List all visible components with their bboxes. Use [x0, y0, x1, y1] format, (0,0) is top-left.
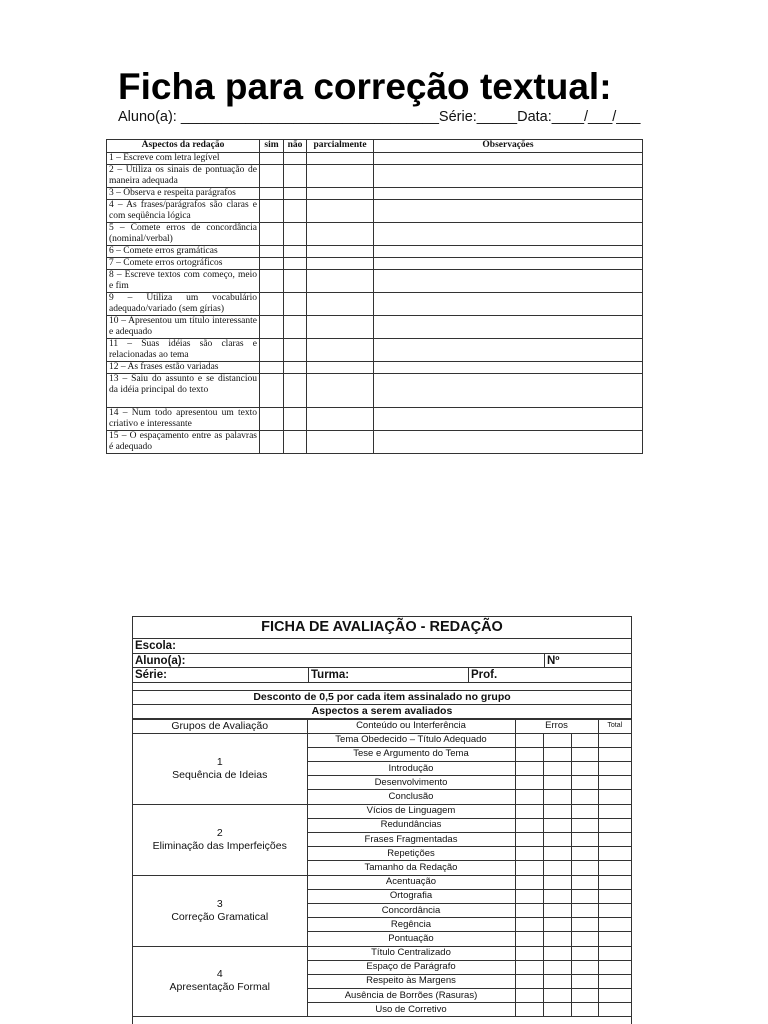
checklist-row: [107, 246, 643, 258]
no-cell[interactable]: [284, 153, 307, 165]
teacher-label: Prof.: [471, 669, 498, 681]
total-cell[interactable]: [598, 833, 631, 847]
error-cell[interactable]: [515, 946, 543, 960]
discount-note: Desconto de 0,5 por cada item assinalado no grupo: [133, 691, 631, 705]
yes-cell[interactable]: [260, 200, 284, 223]
aspect-text: 11 – Suas idéias são claras e relacionadas ao tema: [107, 339, 260, 362]
total-cell[interactable]: [598, 776, 631, 790]
yes-cell[interactable]: [260, 188, 284, 200]
observations-cell[interactable]: [374, 188, 643, 200]
aspect-text: 14 – Num todo apresentou um texto criativo e interessante: [107, 408, 260, 431]
checklist-row: [107, 223, 643, 246]
total-cell[interactable]: [598, 989, 631, 1003]
total-cell[interactable]: [598, 861, 631, 875]
partially-cell[interactable]: [307, 270, 374, 293]
total-cell[interactable]: [598, 818, 631, 832]
total-cell[interactable]: [598, 889, 631, 903]
error-cell[interactable]: [543, 946, 571, 960]
yes-cell[interactable]: [260, 270, 284, 293]
group-cell: [133, 804, 307, 875]
error-cell[interactable]: [543, 903, 571, 917]
aspect-text: 3 – Observa e respeita parágrafos: [107, 188, 260, 200]
class-label: Turma:: [309, 668, 469, 682]
school-label: Escola:: [135, 640, 176, 652]
group-name: Eliminação das Imperfeições: [152, 839, 287, 852]
error-cell[interactable]: [571, 847, 598, 861]
criterion-label: Repetições: [307, 847, 515, 861]
aspect-text: 15 – O espaçamento entre as palavras é adequado: [107, 431, 260, 454]
observations-cell[interactable]: [374, 431, 643, 454]
aspects-heading: Aspectos a serem avaliados: [133, 705, 631, 719]
aspect-text: 13 – Saiu do assunto e se distanciou da idéia principal do texto: [107, 374, 260, 408]
group-cell: [133, 875, 307, 946]
evaluation-body: [133, 733, 631, 1017]
error-cell[interactable]: [543, 762, 571, 776]
error-cell[interactable]: [515, 818, 543, 832]
no-cell[interactable]: [284, 188, 307, 200]
group-cell: [133, 733, 307, 804]
criterion-label: Tamanho da Redação: [307, 861, 515, 875]
error-cell[interactable]: [543, 989, 571, 1003]
checklist-row: [107, 293, 643, 316]
error-cell[interactable]: [571, 960, 598, 974]
group-name: Apresentação Formal: [169, 981, 270, 994]
criterion-label: Vícios de Linguagem: [307, 804, 515, 818]
checklist-row: [107, 408, 643, 431]
evaluation-header-row: [133, 719, 631, 733]
total-cell[interactable]: [598, 960, 631, 974]
total-cell[interactable]: [598, 1003, 631, 1017]
student-info-line: Aluno(a): ________________________________Série:_____Data:____/___/___: [118, 109, 641, 125]
correction-checklist-table: [106, 139, 643, 454]
form1-title: Ficha para correção textual:: [118, 66, 612, 107]
partially-cell[interactable]: [307, 153, 374, 165]
error-cell[interactable]: [515, 918, 543, 932]
no-cell[interactable]: [284, 408, 307, 431]
yes-cell[interactable]: [260, 153, 284, 165]
yes-cell[interactable]: [260, 223, 284, 246]
error-cell[interactable]: [571, 918, 598, 932]
evaluation-form: [132, 616, 632, 1024]
yes-cell[interactable]: [260, 362, 284, 374]
header-observations: Observações: [374, 140, 643, 153]
error-cell[interactable]: [543, 932, 571, 946]
error-cell[interactable]: [515, 932, 543, 946]
observations-cell[interactable]: [374, 374, 643, 408]
checklist-row: [107, 270, 643, 293]
error-cell[interactable]: [543, 918, 571, 932]
checklist-row: [107, 339, 643, 362]
school-row: [133, 639, 631, 654]
observations-cell[interactable]: [374, 246, 643, 258]
no-cell[interactable]: [284, 258, 307, 270]
criterion-label: Uso de Corretivo: [307, 1003, 515, 1017]
error-cell[interactable]: [571, 932, 598, 946]
student-label: Aluno(a):: [133, 654, 545, 668]
error-cell[interactable]: [571, 875, 598, 889]
error-cell[interactable]: [515, 847, 543, 861]
spacer-row: [133, 683, 631, 691]
yes-cell[interactable]: [260, 258, 284, 270]
error-cell[interactable]: [543, 861, 571, 875]
criterion-label: Título Centralizado: [307, 946, 515, 960]
evaluation-item-row: [133, 946, 631, 960]
no-cell[interactable]: [284, 293, 307, 316]
error-cell[interactable]: [515, 776, 543, 790]
header-total: Total: [598, 719, 631, 733]
criterion-label: Pontuação: [307, 932, 515, 946]
checklist-row: [107, 258, 643, 270]
aspect-text: 12 – As frases estão variadas: [107, 362, 260, 374]
error-cell[interactable]: [543, 847, 571, 861]
aspect-text: 1 – Escreve com letra legível: [107, 153, 260, 165]
error-cell[interactable]: [543, 875, 571, 889]
error-cell[interactable]: [515, 762, 543, 776]
yes-cell[interactable]: [260, 374, 284, 408]
error-cell[interactable]: [571, 946, 598, 960]
error-cell[interactable]: [543, 747, 571, 761]
observations-cell[interactable]: [374, 200, 643, 223]
partially-cell[interactable]: [307, 246, 374, 258]
total-cell[interactable]: [598, 903, 631, 917]
observations-cell[interactable]: [374, 408, 643, 431]
error-cell[interactable]: [515, 733, 543, 747]
group-number: 4: [216, 968, 223, 981]
error-cell[interactable]: [543, 974, 571, 988]
error-cell[interactable]: [571, 747, 598, 761]
partially-cell[interactable]: [307, 258, 374, 270]
partially-cell[interactable]: [307, 408, 374, 431]
no-cell[interactable]: [284, 246, 307, 258]
error-cell[interactable]: [515, 790, 543, 804]
checklist-row: [107, 153, 643, 165]
yes-cell[interactable]: [260, 408, 284, 431]
observations-cell[interactable]: [374, 258, 643, 270]
yes-cell[interactable]: [260, 246, 284, 258]
aspect-text: 8 – Escreve textos com começo, meio e fim: [107, 270, 260, 293]
total-cell[interactable]: [598, 804, 631, 818]
criterion-label: Tese e Argumento do Tema: [307, 747, 515, 761]
error-cell[interactable]: [543, 1003, 571, 1017]
criterion-label: Acentuação: [307, 875, 515, 889]
header-groups: Grupos de Avaliação: [133, 719, 307, 733]
observations-cell[interactable]: [374, 339, 643, 362]
partially-cell[interactable]: [307, 165, 374, 188]
number-label: Nº: [547, 654, 560, 667]
yes-cell[interactable]: [260, 339, 284, 362]
criterion-label: Redundâncias: [307, 818, 515, 832]
criterion-label: Conclusão: [307, 790, 515, 804]
group-number: 3: [216, 897, 223, 910]
no-cell[interactable]: [284, 362, 307, 374]
group-number: 2: [216, 826, 223, 839]
criterion-label: Introdução: [307, 762, 515, 776]
error-cell[interactable]: [515, 804, 543, 818]
total-cell[interactable]: [598, 875, 631, 889]
yes-cell[interactable]: [260, 316, 284, 339]
criterion-label: Desenvolvimento: [307, 776, 515, 790]
group-name: Correção Gramatical: [171, 910, 269, 923]
header-no: não: [284, 140, 307, 153]
aspect-text: 6 – Comete erros gramáticas: [107, 246, 260, 258]
checklist-row: [107, 431, 643, 454]
header-errors: Erros: [515, 719, 598, 733]
no-cell[interactable]: [284, 165, 307, 188]
total-cell[interactable]: [598, 847, 631, 861]
error-cell[interactable]: [543, 889, 571, 903]
partially-cell[interactable]: [307, 339, 374, 362]
yes-cell[interactable]: [260, 165, 284, 188]
criterion-label: Respeito às Margens: [307, 974, 515, 988]
evaluation-item-row: [133, 875, 631, 889]
checklist-row: [107, 188, 643, 200]
error-cell[interactable]: [515, 903, 543, 917]
observations-cell[interactable]: [374, 270, 643, 293]
partially-cell[interactable]: [307, 200, 374, 223]
error-cell[interactable]: [571, 776, 598, 790]
error-cell[interactable]: [571, 762, 598, 776]
no-cell[interactable]: [284, 431, 307, 454]
error-cell[interactable]: [543, 818, 571, 832]
total-cell[interactable]: [598, 932, 631, 946]
aspect-text: 7 – Comete erros ortográficos: [107, 258, 260, 270]
aspect-text: 9 – Utiliza um vocabulário adequado/variado (sem gírias): [107, 293, 260, 316]
observations-cell[interactable]: [374, 153, 643, 165]
error-cell[interactable]: [515, 747, 543, 761]
criterion-label: Concordância: [307, 903, 515, 917]
error-cell[interactable]: [515, 960, 543, 974]
error-cell[interactable]: [515, 974, 543, 988]
error-cell[interactable]: [571, 790, 598, 804]
error-cell[interactable]: [543, 833, 571, 847]
checklist-row: [107, 316, 643, 339]
error-cell[interactable]: [543, 776, 571, 790]
criterion-label: Ausência de Borrões (Rasuras): [307, 989, 515, 1003]
aspect-text: 4 – As frases/parágrafos são claras e com seqüência lógica: [107, 200, 260, 223]
total-cell[interactable]: [598, 762, 631, 776]
aspect-text: 5 – Comete erros de concordância (nominal/verbal): [107, 223, 260, 246]
partially-cell[interactable]: [307, 293, 374, 316]
error-cell[interactable]: [571, 889, 598, 903]
header-partially: parcialmente: [307, 140, 374, 153]
error-cell[interactable]: [515, 989, 543, 1003]
no-cell[interactable]: [284, 270, 307, 293]
error-cell[interactable]: [543, 733, 571, 747]
error-cell[interactable]: [571, 804, 598, 818]
error-cell[interactable]: [571, 1003, 598, 1017]
student-row: [133, 654, 631, 669]
error-cell[interactable]: [543, 790, 571, 804]
error-cell[interactable]: [571, 903, 598, 917]
error-cell[interactable]: [571, 833, 598, 847]
observations-cell[interactable]: [374, 316, 643, 339]
header-content: Conteúdo ou Interferência: [307, 719, 515, 733]
criterion-label: Tema Obedecido – Título Adequado: [307, 733, 515, 747]
group-name: Sequência de Ideias: [172, 768, 268, 781]
total-cell[interactable]: [598, 974, 631, 988]
observations-cell[interactable]: [374, 223, 643, 246]
checklist-row: [107, 362, 643, 374]
grade-label: Série:: [133, 668, 309, 682]
error-cell[interactable]: [571, 861, 598, 875]
yes-cell[interactable]: [260, 293, 284, 316]
total-cell[interactable]: [598, 946, 631, 960]
error-cell[interactable]: [515, 889, 543, 903]
criterion-label: Ortografia: [307, 889, 515, 903]
error-cell[interactable]: [543, 804, 571, 818]
partially-cell[interactable]: [307, 188, 374, 200]
error-cell[interactable]: [515, 861, 543, 875]
checklist-row: [107, 374, 643, 408]
aspect-text: 2 – Utiliza os sinais de pontuação de maneira adequada: [107, 165, 260, 188]
no-cell[interactable]: [284, 339, 307, 362]
error-cell[interactable]: [515, 833, 543, 847]
aspect-text: 10 – Apresentou um título interessante e adequado: [107, 316, 260, 339]
partially-cell[interactable]: [307, 316, 374, 339]
no-cell[interactable]: [284, 374, 307, 408]
header-aspects: Aspectos da redação: [107, 140, 260, 153]
observations-cell[interactable]: [374, 293, 643, 316]
class-row: [133, 668, 631, 683]
evaluation-item-row: [133, 804, 631, 818]
group-number: 1: [216, 755, 223, 768]
total-cell[interactable]: [598, 747, 631, 761]
form2-title: FICHA DE AVALIAÇÃO - REDAÇÃO: [133, 617, 631, 639]
criterion-label: Espaço de Parágrafo: [307, 960, 515, 974]
partially-cell[interactable]: [307, 374, 374, 408]
error-cell[interactable]: [543, 960, 571, 974]
evaluation-item-row: [133, 733, 631, 747]
yes-cell[interactable]: [260, 431, 284, 454]
checklist-row: [107, 200, 643, 223]
checklist-header-row: [107, 140, 643, 153]
error-cell[interactable]: [571, 989, 598, 1003]
criterion-label: Frases Fragmentadas: [307, 833, 515, 847]
error-cell[interactable]: [515, 875, 543, 889]
total-cell[interactable]: [598, 918, 631, 932]
checklist-row: [107, 165, 643, 188]
partially-cell[interactable]: [307, 431, 374, 454]
criterion-label: Regência: [307, 918, 515, 932]
partially-cell[interactable]: [307, 223, 374, 246]
checklist-body: [107, 153, 643, 454]
error-cell[interactable]: [515, 1003, 543, 1017]
evaluation-table: [133, 719, 631, 1018]
error-cell[interactable]: [571, 974, 598, 988]
error-cell[interactable]: [571, 733, 598, 747]
total-cell[interactable]: [598, 733, 631, 747]
total-cell[interactable]: [598, 790, 631, 804]
observations-cell[interactable]: [374, 165, 643, 188]
group-cell: [133, 946, 307, 1017]
observations-cell[interactable]: [374, 362, 643, 374]
header-yes: sim: [260, 140, 284, 153]
error-cell[interactable]: [571, 818, 598, 832]
no-cell[interactable]: [284, 223, 307, 246]
no-cell[interactable]: [284, 200, 307, 223]
partially-cell[interactable]: [307, 362, 374, 374]
no-cell[interactable]: [284, 316, 307, 339]
